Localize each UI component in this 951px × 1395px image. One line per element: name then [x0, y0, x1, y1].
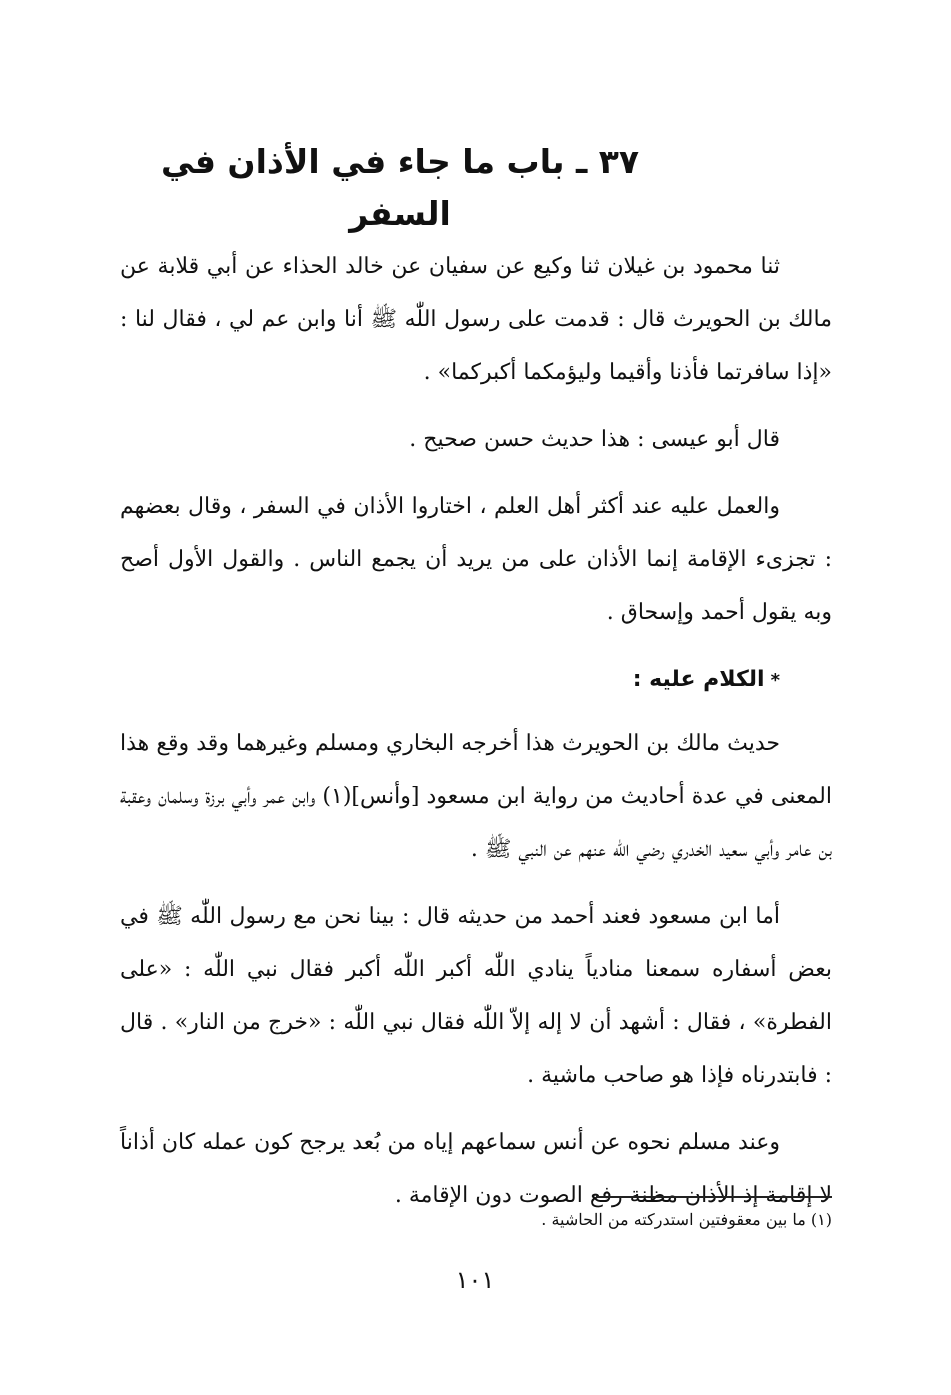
- footnote-divider: [596, 1196, 832, 1198]
- footnote: (١) ما بين معقوفتين استدركته من الحاشية .: [541, 1210, 832, 1229]
- page-body: [120, 240, 832, 1236]
- grading-text: قال أبو عيسى : هذا حديث حسن صحيح .: [409, 427, 780, 452]
- commentary-paragraph: أما ابن مسعود فعند أحمد من حديثه قال : بينا نحن مع رسول اللّٰه ﷺ في بعض أسفاره سمعنا منادياً ينادي اللّٰه أكبر اللّٰه أكبر فقال نبي اللّٰه : «على الفطرة» ، فقال : أشهد أن لا إله إلاّ اللّٰه فقال نبي اللّٰه : «خرج من النار» . قال : فابتدرناه فإذا هو صاحب ماشية .: [120, 904, 832, 1088]
- scholars-practice-text: والعمل عليه عند أكثر أهل العلم ، اختاروا الأذان في السفر ، وقال بعضهم : تجزىء الإقامة إنما الأذان على من يريد أن يجمع الناس . والقول الأول أصح وبه يقول أحمد وإسحاق .: [120, 494, 832, 625]
- commentary-paragraph: وعند مسلم نحوه عن أنس سماعهم إياه من بُعد يرجح كون عمله كان أذاناً لا إقامة إذ الأذان مظنة رفع الصوت دون الإقامة .: [120, 1130, 832, 1208]
- hadith-text: ثنا محمود بن غيلان ثنا وكيع عن سفيان عن خالد الحذاء عن أبي قلابة عن مالك بن الحويرث قال : قدمت على رسول اللّٰه ﷺ أنا وابن عم لي ، فقال لنا : «إذا سافرتما فأذنا وأقيما وليؤمكما أكبركما» .: [120, 254, 832, 385]
- chapter-title: ٣٧ ـ باب ما جاء في الأذان في السفر: [160, 142, 640, 233]
- section-heading-label: الكلام عليه :: [632, 667, 765, 692]
- commentary-paragraph: حديث مالك بن الحويرث هذا أخرجه البخاري ومسلم وغيرهما وقد وقع هذا المعنى في عدة أحاديث من رواية ابن مسعود [وأنس](١) وابن عمر وأبي برزة وسلمان وعقبة بن عامر وأبي سعيد الخدري رضي اللّٰه عنهم عن النبي ﷺ .: [120, 731, 832, 862]
- asterisk-icon: *: [770, 670, 780, 691]
- section-heading: [120, 653, 832, 707]
- page-number: ١٠١: [455, 1266, 495, 1294]
